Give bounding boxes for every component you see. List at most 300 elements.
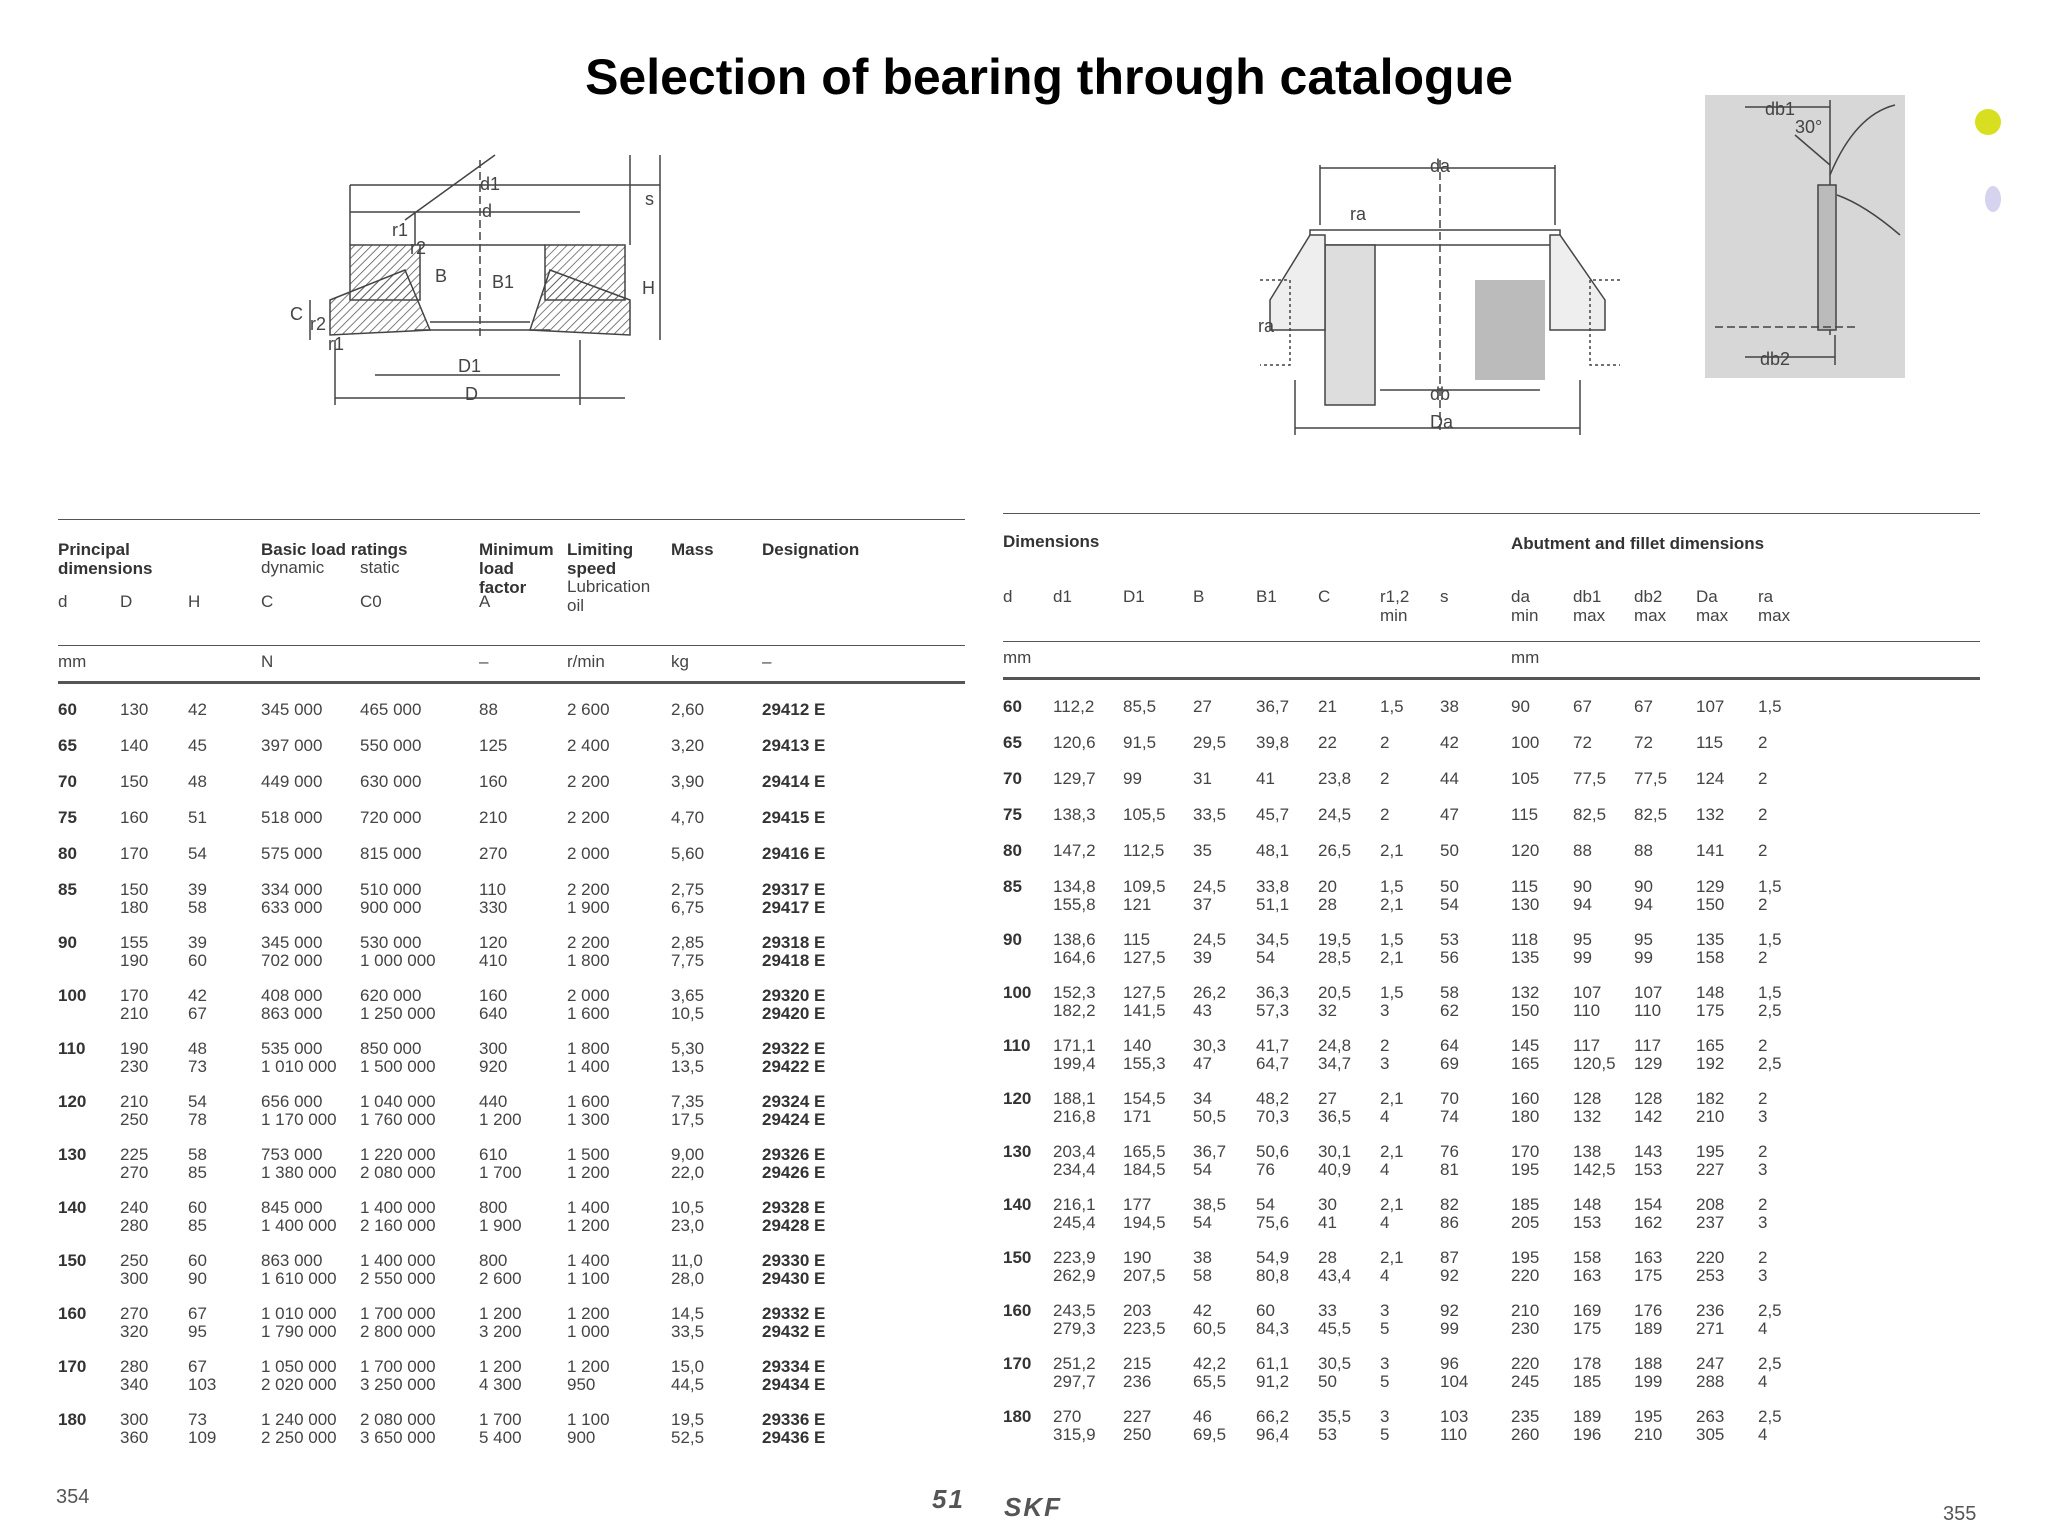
- cell-col-7: 47: [1440, 805, 1459, 824]
- hdr-col-D: D: [120, 592, 133, 611]
- cell-c: 2 250 000: [261, 1428, 337, 1447]
- row-d-cell: 180: [1003, 1407, 1032, 1426]
- cell-d: 130: [120, 700, 149, 719]
- cell-col-9: 99: [1573, 948, 1592, 967]
- hdr-limiting: Limiting speed: [567, 540, 634, 578]
- cell-d: 160: [120, 808, 149, 827]
- cell-col-7: 54: [1440, 895, 1459, 914]
- cell-col-9: 153: [1573, 1213, 1602, 1232]
- cell-col-10: 154: [1634, 1195, 1663, 1214]
- cell-col-7: 87: [1440, 1248, 1459, 1267]
- cell-col-12: 1,5: [1758, 930, 1782, 949]
- cell-col-2: 215: [1123, 1354, 1152, 1373]
- cell-col-8: 118: [1511, 930, 1539, 949]
- cell-col-8: 160: [1511, 1089, 1540, 1108]
- cell-col-11: 124: [1696, 769, 1725, 788]
- hdr-col-0: d: [1003, 587, 1013, 606]
- cell-col-10: 142: [1634, 1107, 1663, 1126]
- abutment-detail-diagram: [1705, 95, 1905, 378]
- cell-col-5: 23,8: [1318, 769, 1352, 788]
- cell-col-7: 70: [1440, 1089, 1459, 1108]
- cell-a: 3 200: [479, 1322, 522, 1341]
- cell-col-4: 41: [1256, 769, 1275, 788]
- cell-col-10: 199: [1634, 1372, 1663, 1391]
- cell-col-7: 76: [1440, 1142, 1459, 1161]
- cell-col-10: 90: [1634, 877, 1653, 896]
- cell-col-8: 220: [1511, 1354, 1540, 1373]
- cell-col-5: 21: [1318, 697, 1337, 716]
- cell-speed: 1 100: [567, 1269, 610, 1288]
- cell-speed: 2 200: [567, 772, 610, 791]
- cell-col-10: 110: [1634, 1001, 1662, 1020]
- cell-c0: 1 000 000: [360, 951, 436, 970]
- cell-col-10: 82,5: [1634, 805, 1668, 824]
- cell-col-1: 152,3: [1053, 983, 1096, 1002]
- cell-a: 125: [479, 736, 508, 755]
- cell-col-12: 1,5: [1758, 983, 1782, 1002]
- cell-d: 300: [120, 1410, 149, 1429]
- row-d-cell: 170: [58, 1357, 87, 1376]
- cell-col-8: 115: [1511, 805, 1539, 824]
- label-r2b: r2: [310, 314, 327, 334]
- cell-col-6: 1,5: [1380, 930, 1404, 949]
- cell-col-1: 223,9: [1053, 1248, 1096, 1267]
- cell-a: 2 600: [479, 1269, 522, 1288]
- cell-col-10: 129: [1634, 1054, 1663, 1073]
- cell-col-4: 41,7: [1256, 1036, 1290, 1055]
- cell-mass: 52,5: [671, 1428, 705, 1447]
- cell-col-7: 62: [1440, 1001, 1459, 1020]
- cell-col-5: 35,5: [1318, 1407, 1352, 1426]
- cell-col-4: 36,3: [1256, 983, 1290, 1002]
- cell-a: 330: [479, 898, 508, 917]
- row-d-cell: 70: [1003, 769, 1022, 788]
- cell-col-8: 145: [1511, 1036, 1540, 1055]
- row-d-cell: 180: [58, 1410, 87, 1429]
- cell-col-9: 88: [1573, 841, 1592, 860]
- cell-c: 702 000: [261, 951, 323, 970]
- row-d-cell: 100: [1003, 983, 1032, 1002]
- label-db1: db1: [1765, 99, 1796, 119]
- cell-col-9: 72: [1573, 733, 1592, 752]
- cell-h: 54: [188, 1092, 207, 1111]
- cell-col-2: 140: [1123, 1036, 1152, 1055]
- cell-col-9: 117: [1573, 1036, 1601, 1055]
- cell-col-2: 105,5: [1123, 805, 1166, 824]
- cell-col-4: 76: [1256, 1160, 1275, 1179]
- cell-col-8: 260: [1511, 1425, 1540, 1444]
- cell-col-4: 36,7: [1256, 697, 1290, 716]
- hdr-mass: Mass: [671, 540, 714, 559]
- cell-col-1: 171,1: [1053, 1036, 1096, 1055]
- cell-speed: 1 400: [567, 1057, 610, 1076]
- cell-col-7: 92: [1440, 1301, 1459, 1320]
- cell-col-12: 2: [1758, 1036, 1768, 1055]
- cell-col-2: 184,5: [1123, 1160, 1166, 1179]
- cell-c0: 1 700 000: [360, 1304, 436, 1323]
- cell-col-10: 143: [1634, 1142, 1663, 1161]
- row-d-cell: 85: [1003, 877, 1022, 896]
- cell-des: 29412 E: [762, 700, 826, 719]
- cell-c: 345 000: [261, 933, 323, 952]
- cell-h: 60: [188, 1198, 207, 1217]
- cell-col-11: 236: [1696, 1301, 1725, 1320]
- cell-col-1: 129,7: [1053, 769, 1096, 788]
- cell-col-2: 91,5: [1123, 733, 1157, 752]
- cell-col-8: 235: [1511, 1407, 1540, 1426]
- hdr-col-4: B1: [1256, 587, 1277, 606]
- cell-c: 1 240 000: [261, 1410, 337, 1429]
- cell-col-12: 2: [1758, 895, 1768, 914]
- cell-col-9: 95: [1573, 930, 1592, 949]
- cell-col-8: 115: [1511, 877, 1539, 896]
- cell-mass: 3,20: [671, 736, 705, 755]
- unit-kg: kg: [671, 652, 689, 671]
- cell-col-6: 3: [1380, 1407, 1390, 1426]
- row-d-cell: 120: [58, 1092, 87, 1111]
- cell-col-12: 2,5: [1758, 1354, 1782, 1373]
- row-d-cell: 130: [1003, 1142, 1032, 1161]
- cell-d: 190: [120, 1039, 149, 1058]
- cell-col-2: 109,5: [1123, 877, 1166, 896]
- cell-des: 29436 E: [762, 1428, 826, 1447]
- cell-mass: 44,5: [671, 1375, 705, 1394]
- row-d-cell: 170: [1003, 1354, 1032, 1373]
- cell-col-12: 4: [1758, 1425, 1768, 1444]
- cell-mass: 6,75: [671, 898, 705, 917]
- row-d-cell: 60: [58, 700, 77, 719]
- cell-a: 1 900: [479, 1216, 522, 1235]
- cell-col-1: 251,2: [1053, 1354, 1096, 1373]
- cell-col-4: 57,3: [1256, 1001, 1290, 1020]
- row-d-cell: 140: [1003, 1195, 1032, 1214]
- cell-col-5: 32: [1318, 1001, 1337, 1020]
- cell-a: 920: [479, 1057, 508, 1076]
- hdr-col-A: A: [479, 592, 491, 611]
- cell-mass: 28,0: [671, 1269, 705, 1288]
- cell-mass: 22,0: [671, 1163, 705, 1182]
- cell-col-6: 2: [1380, 769, 1390, 788]
- cell-d: 140: [120, 736, 149, 755]
- cell-col-1: 262,9: [1053, 1266, 1096, 1285]
- cell-speed: 1 800: [567, 1039, 610, 1058]
- cell-c: 863 000: [261, 1004, 323, 1023]
- cell-col-3: 35: [1193, 841, 1212, 860]
- cell-col-8: 90: [1511, 697, 1530, 716]
- cell-col-11: 210: [1696, 1107, 1725, 1126]
- row-d-cell: 130: [58, 1145, 87, 1164]
- cell-col-12: 2: [1758, 805, 1768, 824]
- cell-d: 320: [120, 1322, 149, 1341]
- cell-col-2: 85,5: [1123, 697, 1157, 716]
- cell-c0: 3 250 000: [360, 1375, 436, 1394]
- cell-des: 29430 E: [762, 1269, 826, 1288]
- cell-col-3: 38,5: [1193, 1195, 1227, 1214]
- cell-col-3: 31: [1193, 769, 1212, 788]
- cell-c: 863 000: [261, 1251, 323, 1270]
- cell-speed: 2 400: [567, 736, 610, 755]
- cell-mass: 2,60: [671, 700, 705, 719]
- row-d-cell: 120: [1003, 1089, 1032, 1108]
- label-d: d: [482, 201, 493, 221]
- cell-h: 103: [188, 1375, 217, 1394]
- cell-col-3: 69,5: [1193, 1425, 1227, 1444]
- cell-col-5: 22: [1318, 733, 1337, 752]
- cell-d: 150: [120, 880, 149, 899]
- cell-h: 60: [188, 1251, 207, 1270]
- cell-col-6: 1,5: [1380, 877, 1404, 896]
- cell-col-9: 132: [1573, 1107, 1602, 1126]
- cell-mass: 15,0: [671, 1357, 705, 1376]
- cell-mass: 9,00: [671, 1145, 705, 1164]
- cell-col-5: 40,9: [1318, 1160, 1352, 1179]
- label-D1: D1: [458, 356, 482, 376]
- unit-mm: mm: [58, 652, 87, 671]
- hdr-minimum: Minimum load factor: [479, 540, 554, 597]
- cell-col-3: 37: [1193, 895, 1212, 914]
- cell-c: 535 000: [261, 1039, 323, 1058]
- cell-col-11: 208: [1696, 1195, 1725, 1214]
- row-d-cell: 85: [58, 880, 77, 899]
- cell-col-4: 34,5: [1256, 930, 1290, 949]
- row-d-cell: 90: [58, 933, 77, 952]
- cell-col-12: 4: [1758, 1319, 1768, 1338]
- cell-col-2: 115: [1123, 930, 1151, 949]
- cell-h: 48: [188, 1039, 207, 1058]
- cell-col-11: 305: [1696, 1425, 1725, 1444]
- cell-h: 42: [188, 986, 207, 1005]
- cell-mass: 17,5: [671, 1110, 705, 1129]
- cell-speed: 900: [567, 1428, 596, 1447]
- cell-d: 150: [120, 772, 149, 791]
- cell-col-1: 182,2: [1053, 1001, 1096, 1020]
- cell-des: 29417 E: [762, 898, 826, 917]
- cell-mass: 11,0: [671, 1251, 703, 1270]
- label-ra-left: ra: [1258, 316, 1275, 336]
- cell-col-1: 297,7: [1053, 1372, 1096, 1391]
- cell-col-10: 163: [1634, 1248, 1663, 1267]
- cell-col-2: 177: [1123, 1195, 1152, 1214]
- cell-c: 845 000: [261, 1198, 323, 1217]
- label-d1: d1: [480, 174, 501, 194]
- cell-col-5: 30,5: [1318, 1354, 1352, 1373]
- cell-c0: 2 550 000: [360, 1269, 436, 1288]
- cell-c0: 2 080 000: [360, 1163, 436, 1182]
- cell-col-1: 216,8: [1053, 1107, 1096, 1126]
- cell-d: 155: [120, 933, 149, 952]
- cell-col-3: 65,5: [1193, 1372, 1227, 1391]
- label-ra-top: ra: [1350, 204, 1367, 224]
- cell-c0: 1 700 000: [360, 1357, 436, 1376]
- cell-col-1: 120,6: [1053, 733, 1096, 752]
- cell-col-9: 142,5: [1573, 1160, 1616, 1179]
- cell-col-7: 38: [1440, 697, 1459, 716]
- cell-a: 300: [479, 1039, 508, 1058]
- cell-col-12: 4: [1758, 1372, 1768, 1391]
- label-r1b: r1: [328, 334, 345, 354]
- cell-col-11: 115: [1696, 733, 1724, 752]
- cell-c: 753 000: [261, 1145, 323, 1164]
- cell-col-4: 54: [1256, 1195, 1275, 1214]
- cell-h: 67: [188, 1004, 207, 1023]
- cell-col-1: 138,6: [1053, 930, 1096, 949]
- label-db: db: [1430, 384, 1451, 404]
- cell-col-4: 45,7: [1256, 805, 1290, 824]
- cell-col-8: 170: [1511, 1142, 1540, 1161]
- cell-h: 39: [188, 880, 207, 899]
- cell-c0: 1 500 000: [360, 1057, 436, 1076]
- cell-col-12: 2,5: [1758, 1407, 1782, 1426]
- cell-c: 449 000: [261, 772, 323, 791]
- cell-col-1: 199,4: [1053, 1054, 1096, 1073]
- cell-c0: 2 160 000: [360, 1216, 436, 1235]
- cell-col-7: 82: [1440, 1195, 1459, 1214]
- cell-col-12: 2: [1758, 1248, 1768, 1267]
- cell-col-7: 42: [1440, 733, 1459, 752]
- hdr-static: static: [360, 558, 400, 577]
- cell-col-2: 227: [1123, 1407, 1152, 1426]
- cell-c0: 620 000: [360, 986, 422, 1005]
- cell-col-8: 132: [1511, 983, 1540, 1002]
- hdr-lubrication: Lubrication oil: [567, 577, 651, 615]
- cell-mass: 3,90: [671, 772, 705, 791]
- cell-a: 110: [479, 880, 507, 899]
- cell-d: 280: [120, 1357, 149, 1376]
- cell-h: 85: [188, 1216, 207, 1235]
- cell-col-3: 50,5: [1193, 1107, 1227, 1126]
- cell-c: 1 790 000: [261, 1322, 337, 1341]
- cell-col-2: 155,3: [1123, 1054, 1166, 1073]
- cell-col-2: 171: [1123, 1107, 1152, 1126]
- row-d-cell: 80: [1003, 841, 1022, 860]
- cell-col-3: 26,2: [1193, 983, 1227, 1002]
- cell-col-12: 2,5: [1758, 1001, 1782, 1020]
- cell-col-12: 2: [1758, 841, 1768, 860]
- cell-a: 1 200: [479, 1110, 522, 1129]
- cell-a: 88: [479, 700, 498, 719]
- hdr-col-8: da min: [1511, 587, 1539, 625]
- label-db2: db2: [1760, 349, 1791, 369]
- cell-col-1: 164,6: [1053, 948, 1096, 967]
- cell-des: 29422 E: [762, 1057, 826, 1076]
- label-C: C: [290, 304, 303, 324]
- cell-col-11: 182: [1696, 1089, 1725, 1108]
- cell-col-10: 107: [1634, 983, 1663, 1002]
- cell-c: 1 010 000: [261, 1057, 337, 1076]
- cell-c: 656 000: [261, 1092, 323, 1111]
- cell-col-3: 54: [1193, 1213, 1212, 1232]
- cell-col-3: 42: [1193, 1301, 1212, 1320]
- cell-col-11: 227: [1696, 1160, 1725, 1179]
- cell-col-3: 60,5: [1193, 1319, 1227, 1338]
- cell-col-11: 148: [1696, 983, 1725, 1002]
- cell-col-5: 28,5: [1318, 948, 1352, 967]
- cell-mass: 33,5: [671, 1322, 705, 1341]
- cell-col-4: 75,6: [1256, 1213, 1290, 1232]
- hdr-col-3: B: [1193, 587, 1205, 606]
- cell-col-8: 195: [1511, 1160, 1540, 1179]
- hdr-col-H: H: [188, 592, 201, 611]
- cell-a: 160: [479, 772, 508, 791]
- cell-col-5: 43,4: [1318, 1266, 1352, 1285]
- row-d-cell: 65: [1003, 733, 1022, 752]
- cell-des: 29428 E: [762, 1216, 826, 1235]
- cell-col-3: 46: [1193, 1407, 1212, 1426]
- cell-col-8: 150: [1511, 1001, 1540, 1020]
- cell-col-9: 94: [1573, 895, 1592, 914]
- cell-col-6: 2,1: [1380, 1248, 1404, 1267]
- row-d-cell: 90: [1003, 930, 1022, 949]
- cell-d: 300: [120, 1269, 149, 1288]
- cell-col-3: 27: [1193, 697, 1212, 716]
- page-number-right: 355: [1943, 1503, 1977, 1525]
- cell-d: 180: [120, 898, 149, 917]
- cell-col-5: 20,5: [1318, 983, 1352, 1002]
- label-B: B: [435, 266, 448, 286]
- cell-col-12: 2: [1758, 1195, 1768, 1214]
- cell-col-8: 195: [1511, 1248, 1540, 1267]
- cell-h: 85: [188, 1163, 207, 1182]
- cell-col-5: 36,5: [1318, 1107, 1352, 1126]
- cell-col-5: 24,8: [1318, 1036, 1352, 1055]
- row-d-cell: 150: [1003, 1248, 1032, 1267]
- cell-col-6: 3: [1380, 1301, 1390, 1320]
- cell-des: 29318 E: [762, 933, 826, 952]
- cell-col-1: 112,2: [1053, 697, 1095, 716]
- cell-col-9: 77,5: [1573, 769, 1607, 788]
- cell-h: 60: [188, 951, 207, 970]
- cell-a: 410: [479, 951, 508, 970]
- cell-a: 1 700: [479, 1163, 522, 1182]
- hdr-col-1: d1: [1053, 587, 1072, 606]
- cell-des: 29426 E: [762, 1163, 826, 1182]
- cell-col-1: 188,1: [1053, 1089, 1096, 1108]
- cell-col-7: 53: [1440, 930, 1459, 949]
- cell-c0: 3 650 000: [360, 1428, 436, 1447]
- row-d-cell: 110: [58, 1039, 86, 1058]
- cell-col-12: 2: [1758, 1142, 1768, 1161]
- cell-d: 250: [120, 1251, 149, 1270]
- cell-h: 67: [188, 1357, 207, 1376]
- cell-col-10: 117: [1634, 1036, 1662, 1055]
- cell-col-8: 120: [1511, 841, 1540, 860]
- cell-col-3: 54: [1193, 1160, 1212, 1179]
- cell-col-6: 1,5: [1380, 697, 1404, 716]
- cell-h: 51: [188, 808, 207, 827]
- cell-col-9: 163: [1573, 1266, 1602, 1285]
- cell-speed: 1 200: [567, 1163, 610, 1182]
- cell-c: 1 010 000: [261, 1304, 337, 1323]
- cell-col-5: 28: [1318, 1248, 1337, 1267]
- cell-speed: 1 200: [567, 1357, 610, 1376]
- hdr-designation: Designation: [762, 540, 860, 559]
- cell-h: 54: [188, 844, 207, 863]
- hdr-principal: Principal dimensions: [58, 540, 153, 578]
- cell-des: 29424 E: [762, 1110, 826, 1129]
- cell-col-1: 243,5: [1053, 1301, 1096, 1320]
- cell-col-10: 67: [1634, 697, 1653, 716]
- cell-col-3: 36,7: [1193, 1142, 1227, 1161]
- cell-a: 1 200: [479, 1357, 522, 1376]
- cell-c: 1 380 000: [261, 1163, 337, 1182]
- cell-col-2: 165,5: [1123, 1142, 1166, 1161]
- cell-col-10: 77,5: [1634, 769, 1668, 788]
- cell-speed: 1 600: [567, 1004, 610, 1023]
- cell-col-5: 20: [1318, 877, 1337, 896]
- cell-col-1: 155,8: [1053, 895, 1096, 914]
- cell-c: 1 050 000: [261, 1357, 337, 1376]
- cell-col-11: 135: [1696, 930, 1725, 949]
